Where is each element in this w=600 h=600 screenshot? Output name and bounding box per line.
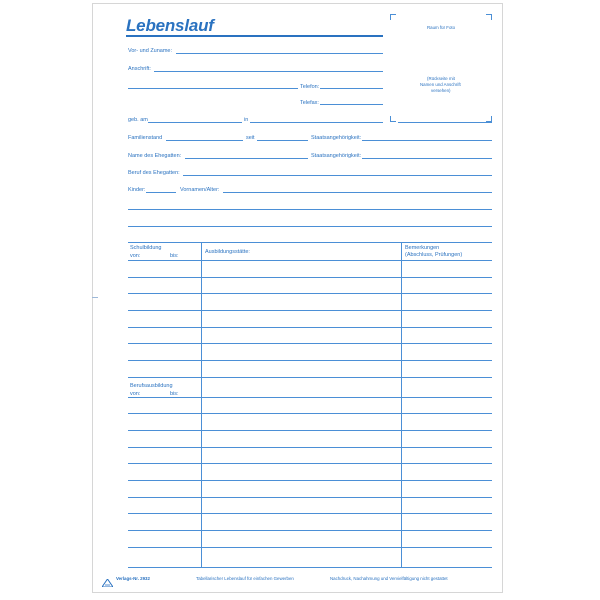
line-marital[interactable] <box>166 140 243 141</box>
table-col-divider-1 <box>201 242 202 567</box>
footer-desc: Tabellarischer Lebenslauf für einfachen Gewerben <box>196 576 294 581</box>
photo-label: Raum für Foto <box>427 25 456 30</box>
label-citizenship: Staatsangehörigkeit: <box>311 135 362 141</box>
header-remarks-2: (Abschluss, Prüfungen) <box>405 252 463 258</box>
label-born-in: in <box>244 117 249 123</box>
table-row-line[interactable] <box>128 497 492 498</box>
table-row-line[interactable] <box>128 463 492 464</box>
line-since[interactable] <box>257 140 308 141</box>
table-row-line[interactable] <box>128 377 492 378</box>
photo-corner-tr <box>486 14 492 20</box>
line-citizenship[interactable] <box>362 140 492 141</box>
header-remarks-1: Bemerkungen <box>405 245 440 251</box>
table-row-line[interactable] <box>128 447 492 448</box>
label-marital: Familienstand <box>128 135 163 141</box>
table-row-line[interactable] <box>128 310 492 311</box>
line-children[interactable] <box>146 192 176 193</box>
table-row-line[interactable] <box>128 327 492 328</box>
label-born: geb. am <box>128 117 148 123</box>
header-from: von: <box>130 253 141 259</box>
header-institution: Ausbildungsstätte: <box>205 249 250 255</box>
line-address-1[interactable] <box>154 71 383 72</box>
table-row-line[interactable] <box>128 413 492 414</box>
photo-corner-bl <box>390 116 396 122</box>
publisher-logo <box>102 574 113 582</box>
footer-ref: Verlags-Nr. 2932 <box>116 576 150 581</box>
hole-punch-mark <box>92 297 98 298</box>
photo-note-2: Namen und Anschrift <box>420 82 461 87</box>
label-since: seit <box>246 135 255 141</box>
table-row-line[interactable] <box>128 343 492 344</box>
photo-note-1: (Rückseite mit <box>427 76 455 81</box>
label-fax: Telefax: <box>300 100 319 106</box>
line-born[interactable] <box>148 122 242 123</box>
line-children-extra-1[interactable] <box>128 209 492 210</box>
table-row-line[interactable] <box>128 430 492 431</box>
table-row-line[interactable] <box>128 480 492 481</box>
label-children-names: Vornamen/Alter: <box>180 187 220 193</box>
publisher-logo-icon <box>102 579 113 587</box>
table-row-line[interactable] <box>128 397 492 398</box>
table-row-line[interactable] <box>128 277 492 278</box>
line-fax[interactable] <box>320 104 383 105</box>
label-phone: Telefon: <box>300 84 320 90</box>
header-vocational-to: bis: <box>170 391 179 397</box>
line-photo-side <box>398 122 492 123</box>
label-spouse-name: Name des Ehegatten: <box>128 153 182 159</box>
photo-corner-tl <box>390 14 396 20</box>
header-vocational-from: von: <box>130 391 141 397</box>
label-name: Vor- und Zuname: <box>128 48 173 54</box>
footer-rights: Nachdruck, Nachahmung und Vervielfältigung nicht gestattet <box>330 576 448 581</box>
table-row-line[interactable] <box>128 547 492 548</box>
table-row-line[interactable] <box>128 293 492 294</box>
label-address: Anschrift: <box>128 66 151 72</box>
line-children-extra-2[interactable] <box>128 226 492 227</box>
label-children: Kinder: <box>128 187 146 193</box>
photo-note-3: versehen) <box>431 88 451 93</box>
table-row-line[interactable] <box>128 567 492 568</box>
line-address-2[interactable] <box>128 88 298 89</box>
line-spouse-job[interactable] <box>183 175 492 176</box>
table-row-line[interactable] <box>128 530 492 531</box>
line-name[interactable] <box>176 53 383 54</box>
form-title: Lebenslauf <box>126 16 214 35</box>
header-school: Schulbildung <box>130 245 162 251</box>
table-col-divider-2 <box>401 242 402 567</box>
line-spouse-name[interactable] <box>185 158 308 159</box>
table-row-line[interactable] <box>128 260 492 261</box>
label-spouse-job: Beruf des Ehegatten: <box>128 170 180 176</box>
table-row-line[interactable] <box>128 513 492 514</box>
label-spouse-citizenship: Staatsangehörigkeit: <box>311 153 362 159</box>
line-spouse-citizenship[interactable] <box>362 158 492 159</box>
header-to: bis: <box>170 253 179 259</box>
title-underline <box>126 35 383 37</box>
line-phone[interactable] <box>320 88 383 89</box>
table-top-border <box>128 242 492 243</box>
line-children-names[interactable] <box>223 192 492 193</box>
table-row-line[interactable] <box>128 360 492 361</box>
header-vocational: Berufsausbildung <box>130 383 173 389</box>
line-born-in[interactable] <box>250 122 383 123</box>
